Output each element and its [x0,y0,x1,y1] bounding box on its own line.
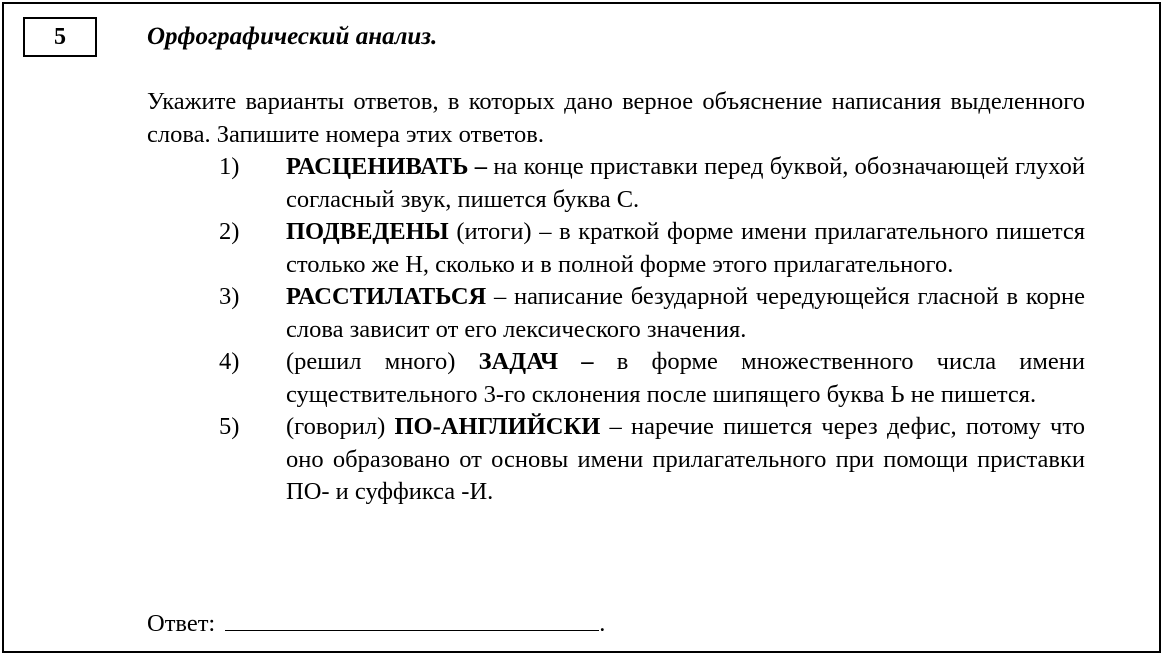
answer-option-1 [147,151,1085,216]
instruction-text: Укажите варианты ответов, в которых дано верное объяснение написания выделенного слова. Запишите номера этих ответов. [147,88,1085,148]
option-keyword: РАССТИЛАТЬСЯ [286,283,487,310]
option-number: 4) [219,348,240,375]
answer-row [147,608,605,640]
option-explanation: на конце приставки перед буквой, обозначающей глухой согласный звук, пишется буква С. [286,153,1085,213]
option-number: 5) [219,413,240,440]
option-explanation: в форме множественного числа имени существительного 3-го склонения после шипящего буква Ь не пишется. [286,348,1085,408]
option-explanation: – наречие пишется через дефис, потому что оно образовано от основы имени прилагательного при помощи приставки ПО- и суффикса -И. [286,413,1085,505]
option-number: 1) [219,153,240,180]
option-keyword: РАСЦЕНИВАТЬ – [286,153,487,180]
option-keyword: ПО-АНГЛИЙСКИ [394,413,601,440]
option-number: 2) [219,218,240,245]
option-keyword: ПОДВЕДЕНЫ [286,218,449,245]
answer-label: Ответ: [147,610,216,637]
option-keyword: ЗАДАЧ – [478,348,594,375]
answer-option-4 [147,346,1085,411]
option-number: 3) [219,283,240,310]
option-prefix: (решил много) [286,348,479,375]
task-title: Орфографический анализ. [147,23,438,50]
option-explanation: – написание безударной чередующейся гласной в корне слова зависит от его лексического значения. [286,283,1085,343]
answer-option-3 [147,281,1085,346]
answer-blank-line[interactable] [225,608,599,631]
task-number-box: 5 [23,17,97,57]
answer-options-list [147,151,1085,509]
option-prefix: (говорил) [286,413,395,440]
answer-option-5 [147,411,1085,509]
answer-period: . [599,610,606,637]
option-explanation: (итоги) – в краткой форме имени прилагательного пишется столько же Н, сколько и в полной форме этого прилагательного. [286,218,1085,278]
task-body [147,86,1085,509]
answer-option-2 [147,216,1085,281]
